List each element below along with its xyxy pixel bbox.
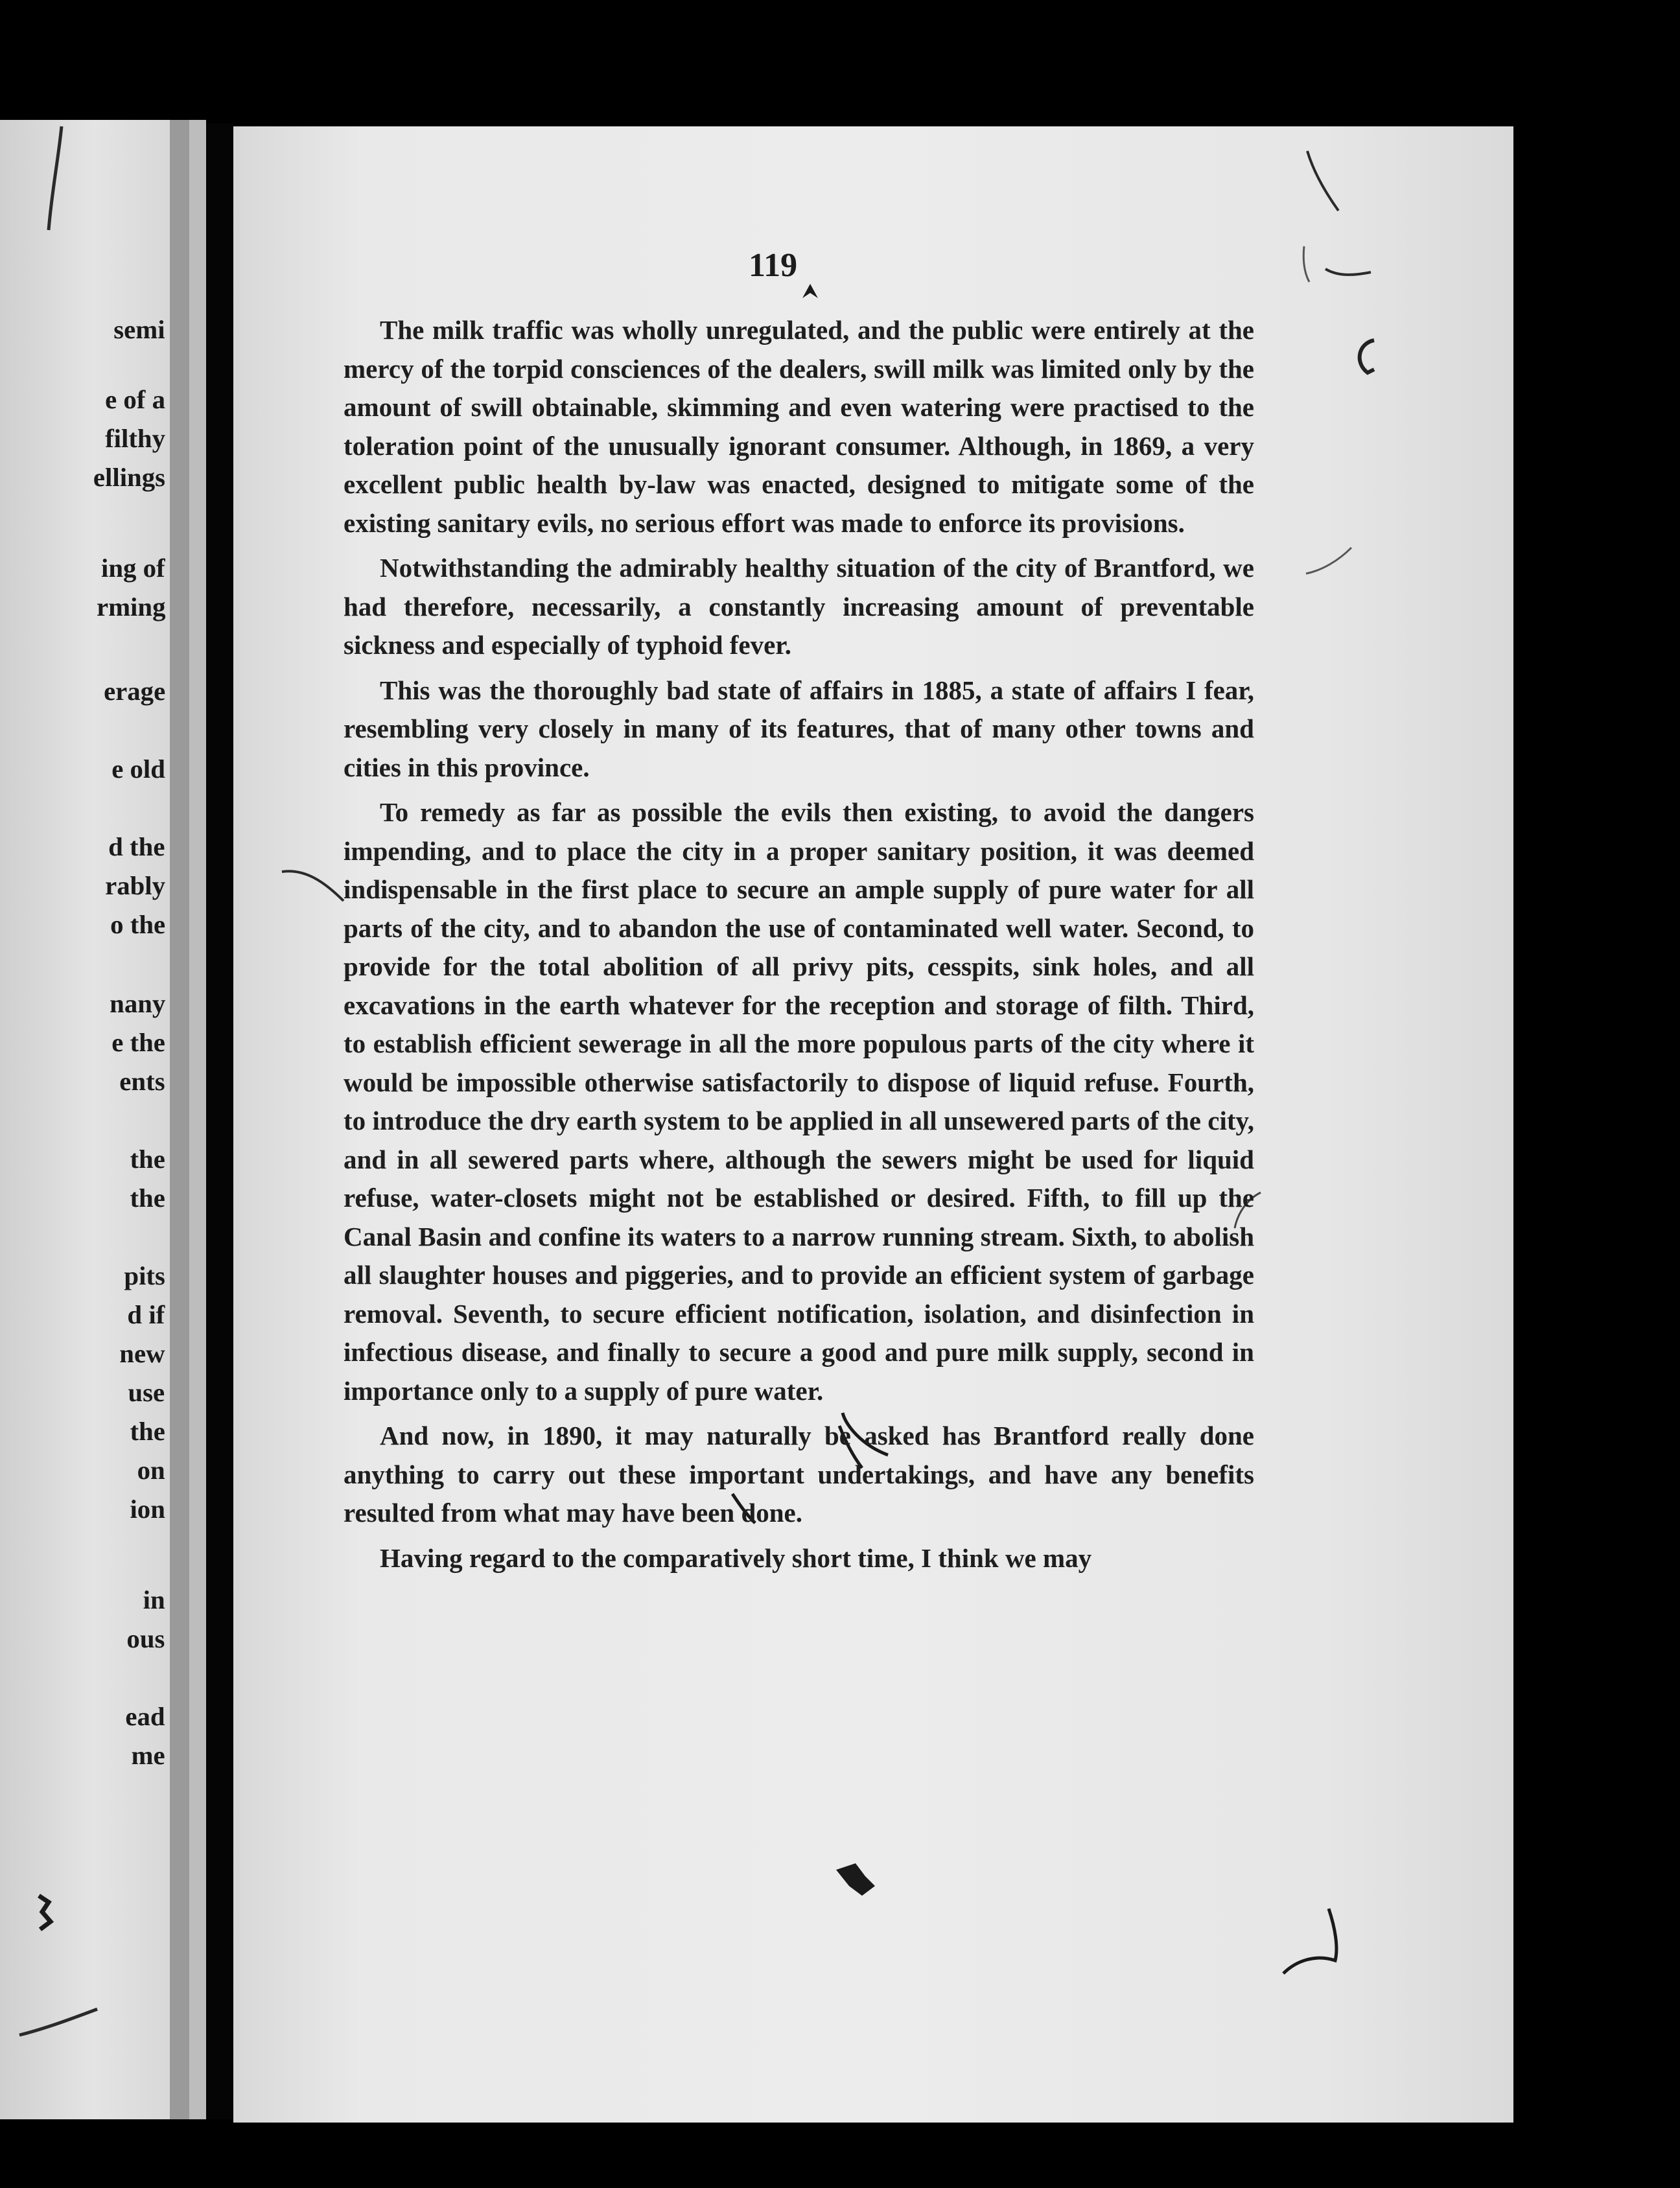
pencil-stroke-mark — [1322, 256, 1374, 288]
left-page-fragment: pits — [124, 1261, 165, 1290]
ink-blot-mark — [830, 1857, 881, 1909]
pencil-stroke-mark — [1300, 146, 1351, 217]
page-number: 119 — [749, 247, 798, 284]
ink-blot-mark — [797, 279, 823, 308]
left-page-fragment: e the — [111, 1028, 165, 1057]
left-page-fragment: ellings — [93, 463, 166, 492]
page-body — [344, 311, 1254, 1584]
left-page-fragment: ing of — [101, 553, 165, 583]
paragraph: The milk traffic was wholly unregulated, and the public were entirely at the mercy of the torpid consciences of the dealers, swill milk was limited only by the amount of swill obtainable, skimming and even watering were practised to the toleration point of the unusually ignorant consumer. Although, in 1869, a very excellent public health by-law was enacted, designed to mitigate some of the existing sanitary evils, no serious effort was made to enforce its provisions. — [344, 315, 1254, 538]
gutter-edge — [189, 120, 206, 2119]
ink-blot-mark — [26, 1889, 65, 1941]
pencil-stroke-mark — [279, 862, 350, 907]
left-page-fragment: rably — [104, 871, 165, 900]
book-spine — [206, 123, 233, 2119]
left-page-fragment: semi — [113, 315, 165, 344]
left-page-fragment: me — [131, 1741, 165, 1770]
pencil-stroke-mark — [1303, 541, 1355, 580]
left-page-fragment: ion — [130, 1495, 165, 1524]
pencil-stroke-mark — [13, 1999, 104, 2045]
pencil-stroke-mark — [1348, 334, 1387, 379]
paragraph: This was the thoroughly bad state of affairs in 1885, a state of affairs I fear, resembling very closely in many of its features, that of many other towns and cities in this province. — [344, 675, 1254, 782]
left-facing-page — [0, 120, 170, 2119]
left-page-fragment: ents — [119, 1067, 165, 1096]
left-page-fragment: ead — [125, 1702, 165, 1731]
paragraph: To remedy as far as possible the evils then existing, to avoid the dangers impending, and to place the city in a proper sanitary position, it was deemed indispensable in the first place to secure an ample supply of pure water for all parts of the city, and to abandon the use of contaminated well water. Second, to provide for the total abolition of all privy pits, cesspits, sink holes, and all excavations in the earth whatever for the reception and storage of filth. Third, to establish efficient sewerage in all the more populous parts of the city where it would be impossible otherwise satisfactorily to dispose of liquid refuse. Fourth, to introduce the dry earth system to be applied in all unsewered parts of the city, and in all sewered parts where, although the sewers might be used for liquid refuse, water-closets might not be established or desired. Fifth, to fill up the Canal Basin and confine its waters to a narrow running stream. Sixth, to abolish all slaughter houses and piggeries, and to provide an efficient system of garbage removal. Seventh, to secure efficient notification, isolation, and disinfection in infectious disease, and finally to secure a good and pure milk supply, second in importance only to a supply of pure water. — [344, 797, 1254, 1406]
gutter-shadow — [170, 120, 189, 2119]
left-page-fragment: e of a — [105, 385, 165, 414]
left-page-fragment: d the — [108, 832, 165, 861]
pencil-stroke-mark — [26, 120, 78, 237]
left-page-fragment: new — [119, 1339, 165, 1368]
left-page-fragment: on — [137, 1456, 165, 1485]
left-page-fragment: e old — [111, 754, 165, 784]
left-page-fragment: erage — [103, 677, 165, 706]
left-page-fragment: d if — [127, 1300, 165, 1329]
left-page-fragment: rming — [96, 592, 166, 622]
pencil-stroke-mark — [1277, 1902, 1348, 1986]
left-page-fragment: nany — [109, 989, 165, 1018]
paragraph: Having regard to the comparatively short time, I think we may — [380, 1542, 1092, 1573]
left-page-fragment: ous — [126, 1624, 165, 1653]
main-page — [233, 126, 1513, 2123]
left-page-fragment: in — [143, 1585, 165, 1614]
pencil-stroke-mark — [1296, 243, 1316, 288]
left-page-fragment: o the — [110, 910, 165, 939]
left-page-fragment: use — [128, 1378, 165, 1407]
paragraph: And now, in 1890, it may naturally be asked has Brantford really done anything to carry out these important undertakings, and have any benefits resulted from what may have been done. — [344, 1421, 1254, 1528]
left-page-fragment: the — [130, 1417, 165, 1446]
paragraph: Notwithstanding the admirably healthy situation of the city of Brantford, we had therefore, necessarily, a constantly increasing amount of preventable sickness and especially of typhoid fever. — [344, 553, 1254, 660]
left-page-fragment: the — [130, 1145, 165, 1174]
left-page-fragment: filthy — [104, 424, 165, 453]
left-page-fragment: the — [130, 1183, 165, 1213]
